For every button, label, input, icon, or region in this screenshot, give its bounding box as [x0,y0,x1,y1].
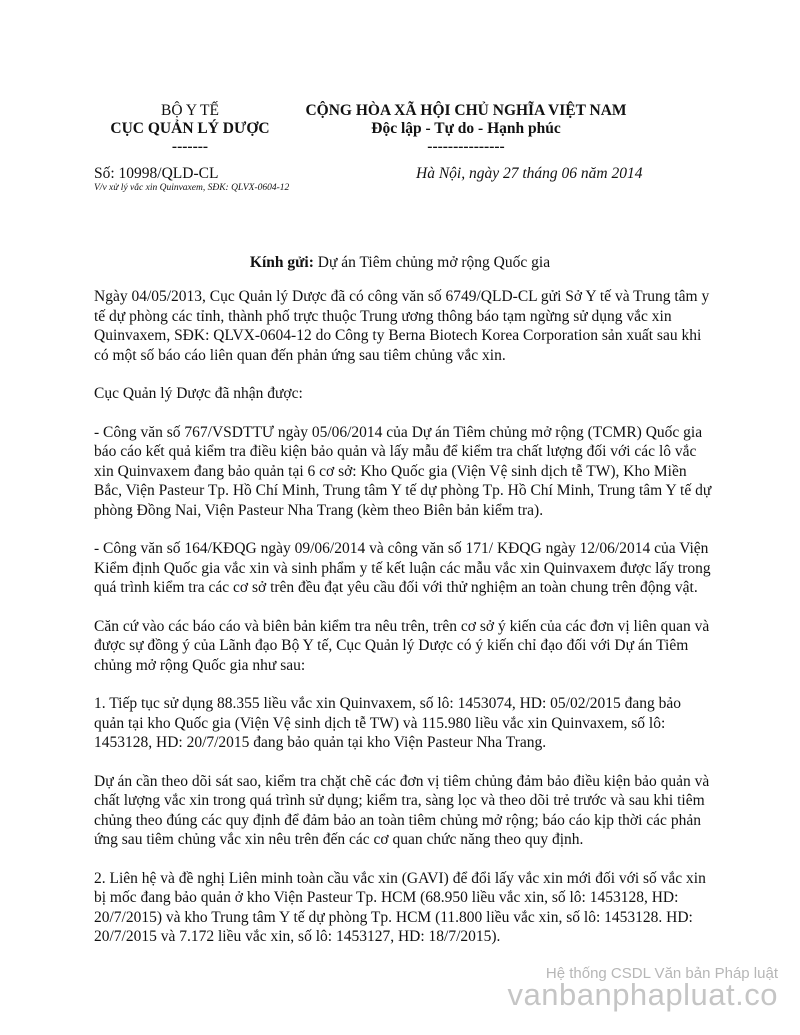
watermark-site: vanbanphapluat.co [507,977,778,1012]
national-motto: Độc lập - Tự do - Hạnh phúc [371,120,561,137]
document-body [94,287,714,966]
body-paragraph: - Công văn số 767/VSDTTƯ ngày 05/06/2014 của Dự án Tiêm chủng mở rộng (TCMR) Quốc gia báo cáo kết quả kiểm tra điều kiện bảo quản và lấy mẫu để kiểm tra chất lượng đối với các lô vắc xin Quinvaxem đang bảo quản tại 6 cơ sở: Kho Quốc gia (Viện Vệ sinh dịch tễ TW), Kho Miền Bắc, Viện Pasteur Tp. Hồ Chí Minh, Trung tâm Y tế dự phòng Tp. Hồ Chí Minh, Trung tâm Y tế dự phòng Đồng Nai, Viện Pasteur Nha Trang (kèm theo Biên bản kiểm tra). [94,423,712,519]
date-line: Hà Nội, ngày 27 tháng 06 năm 2014 [416,165,643,182]
body-paragraph: Ngày 04/05/2013, Cục Quản lý Dược đã có công văn số 6749/QLD-CL gửi Sở Y tế và Trung tâm y tế dự phòng các tỉnh, thành phố trực thuộc Trung ương thông báo tạm ngừng sử dụng vắc xin Quinvaxem, SĐK: QLVX-0604-12 do Công ty Berna Biotech Korea Corporation sản xuất sau khi có một số báo cáo liên quan đến phản ứng sau tiêm chủng vắc xin. [94,288,710,364]
body-paragraph: Căn cứ vào các báo cáo và biên bản kiểm tra nêu trên, trên cơ sở ý kiến của các đơn vị liên quan và được sự đồng ý của Lãnh đạo Bộ Y tế, Cục Quản lý Dược có ý kiến chỉ đạo đối với Dự án Tiêm chủng mở rộng Quốc gia như sau: [94,617,710,674]
department-name: CỤC QUẢN LÝ DƯỢC [110,120,270,137]
body-paragraph: Cục Quản lý Dược đã nhận được: [94,385,303,402]
document-number: Số: 10998/QLD-CL [94,165,219,182]
recipient-label: Kính gửi: [249,254,314,271]
national-header [290,102,642,156]
issuer-rule: ------- [171,138,209,155]
body-paragraph: 2. Liên hệ và đề nghị Liên minh toàn cầu vắc xin (GAVI) để đổi lấy vắc xin mới đối với số vắc xin bị mốc đang bảo quản ở kho Viện Pasteur Tp. HCM (68.950 liều vắc xin, số lô: 1453128, HD: 20/7/2015) và kho Trung tâm Y tế dự phòng Tp. HCM (11.800 liều vắc xin, số lô: 1453128. HD: 20/7/2015 và 7.172 liều vắc xin, số lô: 1453127, HD: 18/7/2015). [94,869,706,945]
issuer-block [100,102,280,156]
ministry-name: BỘ Y TẾ [161,102,219,119]
body-paragraph: 1. Tiếp tục sử dụng 88.355 liều vắc xin Quinvaxem, số lô: 1453074, HD: 05/02/2015 đang bảo quản tại kho Quốc gia (Viện Vệ sinh dịch tễ TW) và 115.980 liều vắc xin Quinvaxem, số lô: 1453128, HD: 20/7/2015 đang bảo quản tại kho Viện Pasteur Nha Trang. [94,695,682,751]
recipient-line [0,254,800,272]
watermark-caption: Hệ thống CSDL Văn bản Pháp luật [545,965,778,982]
document-subject: V/v xử lý vắc xin Quinvaxem, SĐK: QLVX-0604-12 [94,183,290,193]
motto-rule: --------------- [427,138,505,155]
country-name: CỘNG HÒA XÃ HỘI CHỦ NGHĨA VIỆT NAM [305,102,627,119]
body-paragraph: - Công văn số 164/KĐQG ngày 09/06/2014 và công văn số 171/ KĐQG ngày 12/06/2014 của Viện Kiểm định Quốc gia vắc xin và sinh phẩm y tế kết luận các mẫu vắc xin Quinvaxem được lấy trong quá trình kiểm tra các cơ sở trên đều đạt yêu cầu đối với thử nghiệm an toàn chung trên động vật. [94,540,711,596]
body-paragraph: Dự án cần theo dõi sát sao, kiểm tra chặt chẽ các đơn vị tiêm chủng đảm bảo điều kiện bảo quản và chất lượng vắc xin trong quá trình sử dụng; kiểm tra, sàng lọc và theo dõi trẻ trước và sau khi tiêm chủng theo đúng các quy định để đảm bảo an toàn tiêm chủng mở rộng; báo cáo kịp thời các phản ứng sau tiêm chủng vắc xin nêu trên đến các cơ quan chức năng theo quy định. [94,772,710,848]
recipient-name: Dự án Tiêm chủng mở rộng Quốc gia [317,254,551,271]
